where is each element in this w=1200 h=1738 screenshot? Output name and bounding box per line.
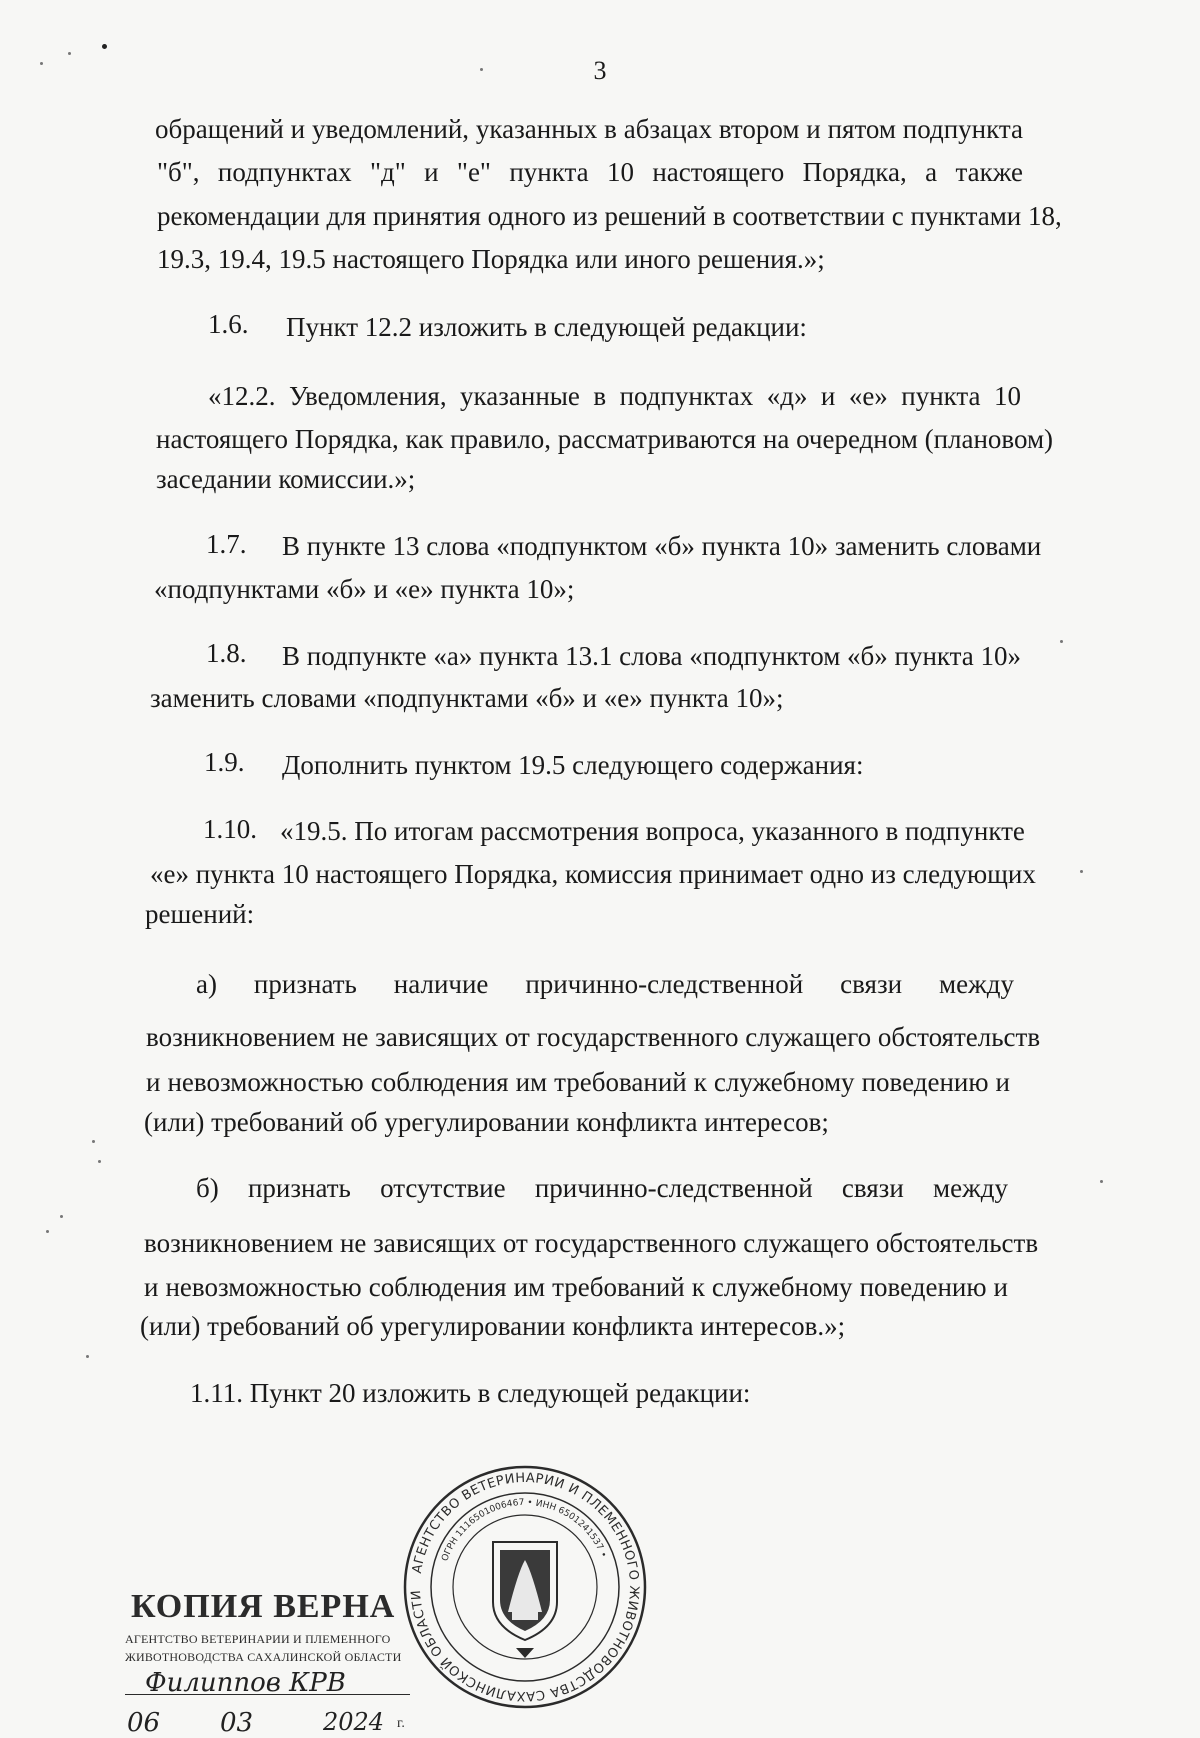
- certification-stamp: [125, 1588, 435, 1738]
- stamp-org-line: АГЕНТСТВО ВЕТЕРИНАРИИ И ПЛЕМЕННОГО: [125, 1632, 391, 1646]
- seal-inner-text: ОГРН 1116501006467 • ИНН 6501241537 •: [440, 1497, 609, 1563]
- text-line: заседании комиссии.»;: [156, 464, 416, 494]
- item-text: заменить словами «подпунктами «б» и «е» пункта 10»;: [150, 683, 784, 713]
- item-number: 1.10.: [203, 814, 257, 844]
- item-number: 1.7.: [206, 529, 247, 559]
- text-line: рекомендации для принятия одного из решений в соответствии с пунктами 18,: [157, 201, 1062, 231]
- text-line: возникновением не зависящих от государственного служащего обстоятельств: [144, 1228, 1039, 1258]
- item-number: 1.8.: [206, 638, 247, 668]
- text-line: и невозможностью соблюдения им требований к служебному поведению и: [146, 1067, 1010, 1097]
- date-suffix: г.: [397, 1716, 406, 1731]
- item-text: решений:: [145, 899, 255, 929]
- text-line: (или) требований об урегулировании конфликта интересов.»;: [140, 1311, 846, 1341]
- item-text: Пункт 12.2 изложить в следующей редакции:: [286, 312, 807, 342]
- page-number: 3: [593, 56, 607, 85]
- official-seal: [400, 1462, 650, 1712]
- item-text: «е» пункта 10 настоящего Порядка, комиссия принимает одно из следующих: [150, 859, 1036, 889]
- text-line: обращений и уведомлений, указанных в абзацах втором и пятом подпункта: [155, 114, 1023, 144]
- stamp-title: КОПИЯ ВЕРНА: [131, 1588, 396, 1625]
- date-month: 03: [220, 1708, 254, 1738]
- text-line: «12.2. Уведомления, указанные в подпунктах «д» и «е» пункта 10: [208, 381, 1021, 411]
- coat-of-arms-icon: [493, 1542, 557, 1658]
- text-line: б) признать отсутствие причинно-следственной связи между: [196, 1173, 1008, 1203]
- item-text: «19.5. По итогам рассмотрения вопроса, указанного в подпункте: [280, 816, 1025, 846]
- item-text: Дополнить пунктом 19.5 следующего содержания:: [282, 750, 864, 780]
- signature-line: [125, 1694, 410, 1695]
- item-number: 1.6.: [208, 309, 249, 339]
- text-line: а) признать наличие причинно-следственной связи между: [196, 969, 1014, 999]
- item-text: В пункте 13 слова «подпунктом «б» пункта 10» заменить словами: [282, 531, 1042, 561]
- item-text: «подпунктами «б» и «е» пункта 10»;: [154, 574, 575, 604]
- stamp-org-line: ЖИВОТНОВОДСТВА САХАЛИНСКОЙ ОБЛАСТИ: [125, 1650, 402, 1664]
- text-line: возникновением не зависящих от государственного служащего обстоятельств: [146, 1022, 1041, 1052]
- item-text: В подпункте «а» пункта 13.1 слова «подпунктом «б» пункта 10»: [282, 641, 1022, 671]
- text-line: "б", подпунктах "д" и "е" пункта 10 настоящего Порядка, а также: [157, 157, 1023, 187]
- signature: Филиппов КРВ: [145, 1668, 346, 1698]
- text-line: настоящего Порядка, как правило, рассматриваются на очередном (плановом): [156, 424, 1054, 454]
- date-day: 06: [127, 1708, 161, 1738]
- item-number: 1.9.: [204, 747, 245, 777]
- text-line: и невозможностью соблюдения им требований к служебному поведению и: [144, 1272, 1008, 1302]
- text-line: (или) требований об урегулировании конфликта интересов;: [144, 1107, 829, 1137]
- text-line: 19.3, 19.4, 19.5 настоящего Порядка или иного решения.»;: [157, 244, 825, 274]
- item-text: 1.11. Пункт 20 изложить в следующей редакции:: [190, 1378, 751, 1408]
- seal-outer-text: АГЕНТСТВО ВЕТЕРИНАРИИ И ПЛЕМЕННОГО ЖИВОТНОВОДСТВА САХАЛИНСКОЙ ОБЛАСТИ: [408, 1470, 642, 1704]
- date-year: 2024: [323, 1708, 385, 1736]
